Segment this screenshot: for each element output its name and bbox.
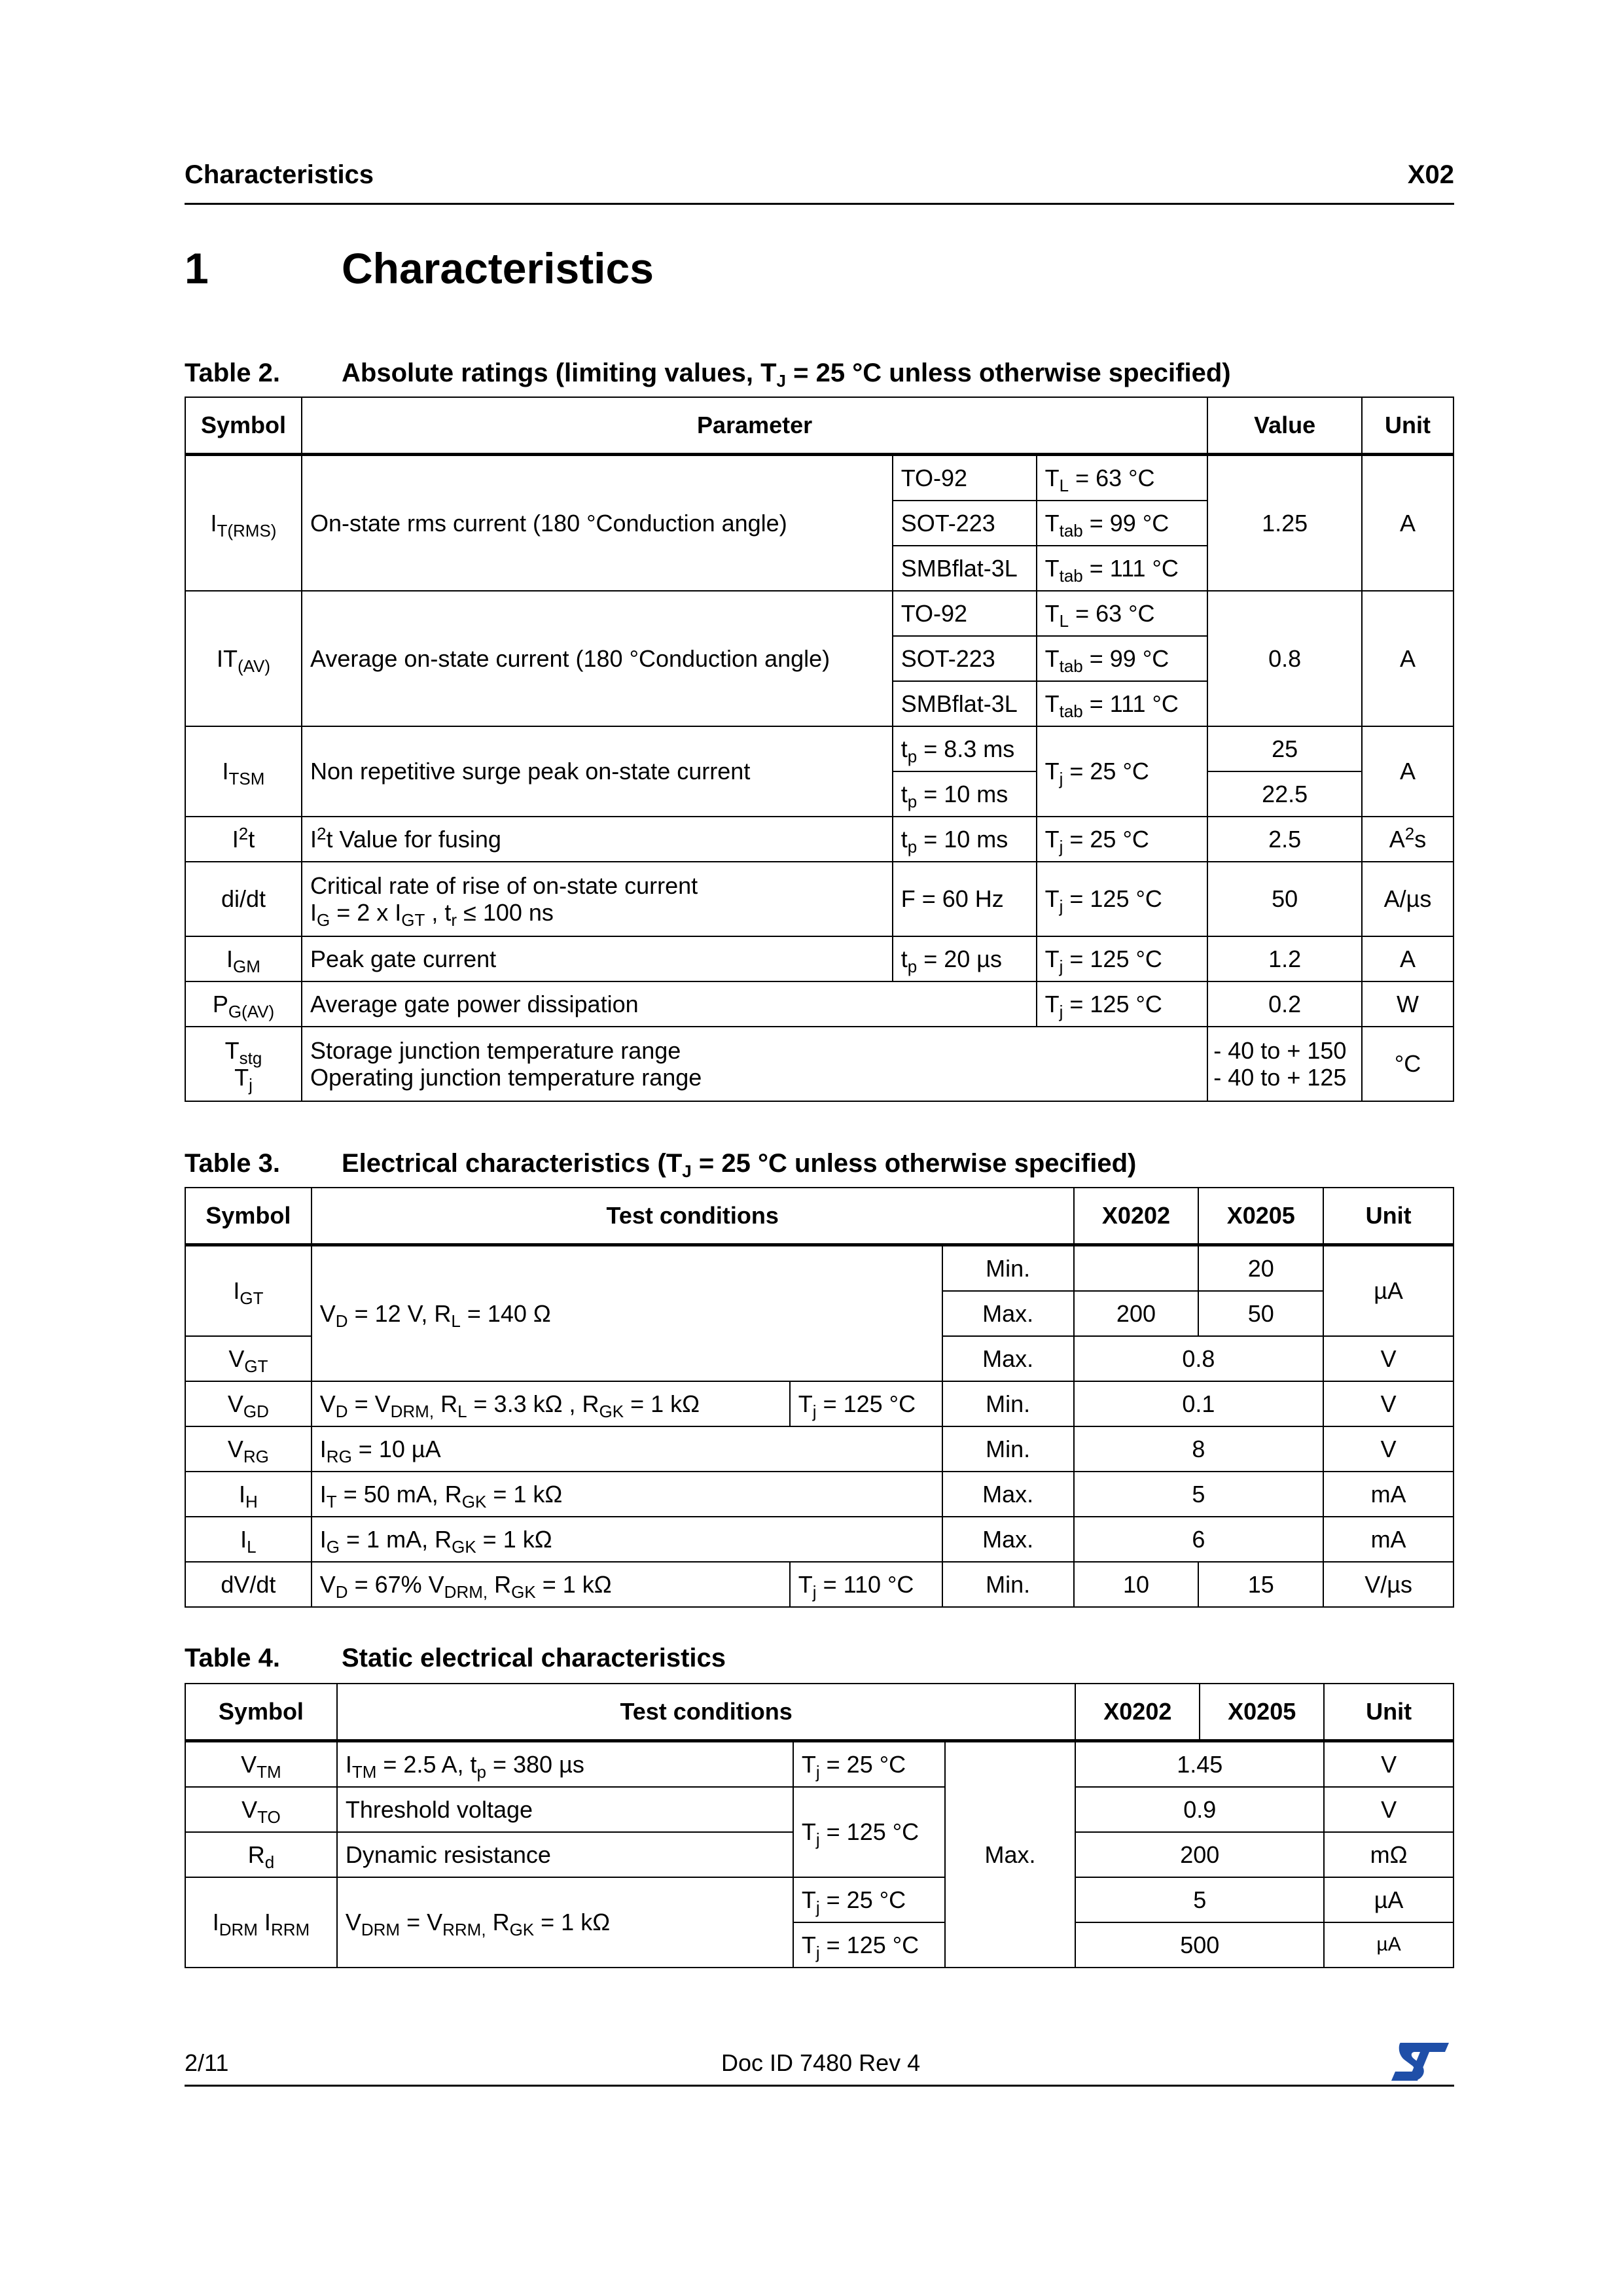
table-row: $IT_{(AV)}$ Average on-state current (180 °Conduction angle) TO-92 $T_L = 63$ °C 0.8 A	[185, 591, 1454, 636]
st-logo-icon	[1389, 2041, 1452, 2088]
table-row: SOT-223 $T_{tab} = 99$ °C	[185, 636, 1454, 681]
header-section: Characteristics	[185, 160, 374, 189]
page-footer	[185, 2041, 1454, 2087]
table-row: dV/dt $V_D = 67\%$ $V_{DRM,}$ $R_{GK} = 1$ kΩ $T_j = 110$ °C Min. 10 15 V/µs	[185, 1562, 1454, 1607]
table-row: $I_{GM}$ Peak gate current $t_p = 20$ µs $T_j = 125$ °C 1.2 A	[185, 936, 1454, 981]
table-header-row: Symbol Parameter Value Unit	[185, 397, 1454, 455]
table-header-row: Symbol Test conditions X0202 X0205 Unit	[185, 1188, 1454, 1245]
table-row: $T_{stg}$ $T_j$ Storage junction temperature range Operating junction temperature range - 40 to + 150 - 40 to + 125 °C	[185, 1027, 1454, 1101]
table-row: $V_{GD}$ $V_D = V_{DRM,}$ $R_L = 3.3$ kΩ , $R_{GK} = 1$ kΩ $T_j = 125$ °C Min. 0.1 V	[185, 1381, 1454, 1426]
table2-caption: Table 2. Absolute ratings (limiting values, $T_J = 25$ °C unless otherwise specified)	[185, 359, 1231, 391]
table4-label: Table 4.	[185, 1644, 280, 1672]
table-row: SMBflat-3L $T_{tab} = 111$ °C	[185, 546, 1454, 591]
table3-label: Table 3.	[185, 1149, 280, 1178]
table-row: $I_{TSM}$ Non repetitive surge peak on-state current $t_p = 8.3$ ms $T_j = 25$ °C 25 A	[185, 726, 1454, 771]
table-row: $T_j = 125$ °C 500 µA	[185, 1922, 1454, 1968]
page-number: 2/11	[185, 2049, 229, 2076]
table-row: SOT-223 $T_{tab} = 99$ °C	[185, 501, 1454, 546]
table3-electrical-characteristics	[185, 1187, 1454, 1608]
table-row: $V_{RG}$ $I_{RG} = 10$ µA Min. 8 V	[185, 1426, 1454, 1472]
section-number: 1	[185, 244, 209, 292]
page-header	[185, 157, 1454, 205]
doc-id: Doc ID 7480 Rev 4	[721, 2049, 921, 2076]
table-header-row: Symbol Test conditions X0202 X0205 Unit	[185, 1684, 1454, 1741]
table-row: $I_{GT}$ $V_D = 12$ V, $R_L = 140$ Ω Min. 20 µA	[185, 1245, 1454, 1292]
table-row: $I_H$ $I_T = 50$ mA, $R_{GK} = 1$ kΩ Max. 5 mA	[185, 1472, 1454, 1517]
table-row: $V_{GT}$ Max. 0.8 V	[185, 1336, 1454, 1381]
table-row: $R_d$ Dynamic resistance 200 mΩ	[185, 1832, 1454, 1877]
table2-absolute-ratings	[185, 397, 1454, 1102]
table-row: SMBflat-3L $T_{tab} = 111$ °C	[185, 681, 1454, 726]
table-row: $I_{T(RMS)}$ On-state rms current (180 °Conduction angle) TO-92 $T_L = 63$ °C 1.25 A	[185, 455, 1454, 501]
table-row: $V_{TO}$ Threshold voltage $T_j = 125$ °C 0.9 V	[185, 1787, 1454, 1832]
table3-caption: Table 3. Electrical characteristics ($T_J = 25$ °C unless otherwise specified)	[185, 1149, 1137, 1181]
table4-static-characteristics	[185, 1683, 1454, 1968]
table-row: $I_L$ $I_G = 1$ mA, $R_{GK} = 1$ kΩ Max. 6 mA	[185, 1517, 1454, 1562]
table-row: $V_{TM}$ $I_{TM} = 2.5$ A, $t_p = 380$ µs $T_j = 25$ °C Max. 1.45 V	[185, 1741, 1454, 1788]
table-row: Max. 200 50	[185, 1291, 1454, 1336]
table-row: $t_p = 10$ ms 22.5	[185, 771, 1454, 817]
header-part: X02	[1407, 160, 1454, 189]
table-row: $I_{DRM}$ $I_{RRM}$ $V_{DRM} = V_{RRM,}$ $R_{GK} = 1$ kΩ $T_j = 25$ °C 5 µA	[185, 1877, 1454, 1922]
table-row: $I^2t$ $I^2t$ Value for fusing $t_p = 10$ ms $T_j = 25$ °C 2.5 $A^2s$	[185, 817, 1454, 862]
section-title: Characteristics	[342, 244, 654, 292]
table2-label: Table 2.	[185, 359, 280, 387]
table-row: di/dt Critical rate of rise of on-state current $I_G = 2$ x $I_{GT}$ , $t_r \le 100$ ns F = 60 Hz $T_j = 125$ °C 50 A/µs	[185, 862, 1454, 936]
table-row: $P_{G(AV)}$ Average gate power dissipation $T_j = 125$ °C 0.2 W	[185, 981, 1454, 1027]
table4-caption: Table 4. Static electrical characteristics	[185, 1644, 726, 1672]
